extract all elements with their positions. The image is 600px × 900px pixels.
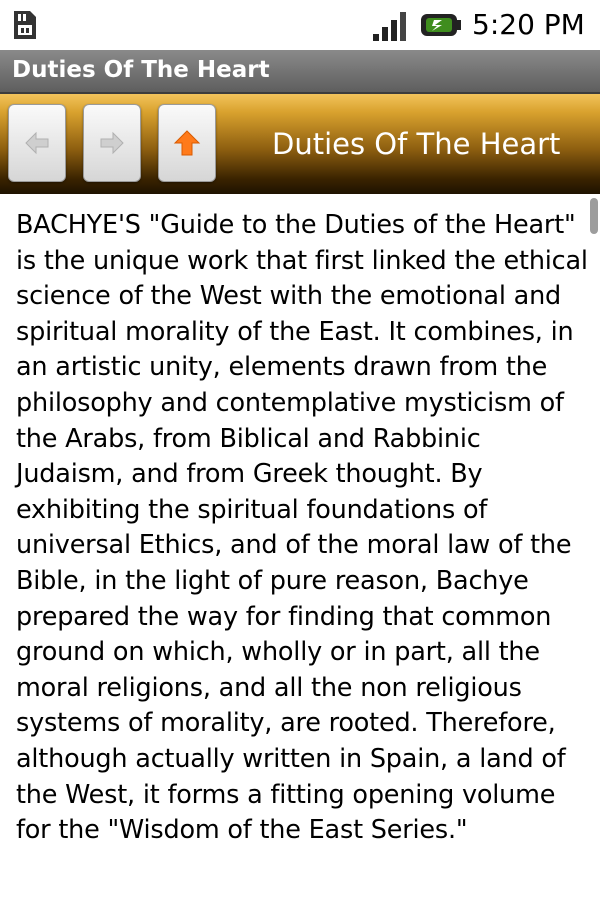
forward-button[interactable] xyxy=(83,104,141,182)
toolbar-title: Duties Of The Heart xyxy=(272,127,561,161)
back-button[interactable] xyxy=(8,104,66,182)
article-text: BACHYE'S "Guide to the Duties of the Heart" is the unique work that first linked the ethical science of the West with the emotional and spiritual morality of the East. It combines, in an artistic unity, elements drawn from the philosophy and contemplative mysticism of the Arabs, from Biblical and Rabbinic Judaism, and from Greek thought. By exhibiting the spiritual foundations of universal Ethics, and of the moral law of the Bible, in the light of pure reason, Bachye prepared the way for finding that common ground on which, wholly or in part, all the moral religions, and all the non religious systems of morality, are rooted. Therefore, although actually written in Spain, a land of the West, it forms a fitting opening volume for the "Wisdom of the East Series." xyxy=(16,210,588,846)
scrollbar-thumb[interactable] xyxy=(590,198,598,234)
arrow-left-icon xyxy=(23,129,51,157)
status-bar xyxy=(0,0,600,50)
arrow-up-icon xyxy=(173,129,201,157)
signal-icon xyxy=(372,10,412,42)
navigation-toolbar xyxy=(0,94,600,194)
sd-card-icon xyxy=(12,9,38,41)
content-area[interactable] xyxy=(0,194,600,900)
battery-icon xyxy=(420,12,462,38)
arrow-right-icon xyxy=(98,129,126,157)
status-time: 5:20 PM xyxy=(472,8,585,41)
app-title-bar xyxy=(0,50,600,94)
app-title: Duties Of The Heart xyxy=(12,57,270,83)
up-button[interactable] xyxy=(158,104,216,182)
